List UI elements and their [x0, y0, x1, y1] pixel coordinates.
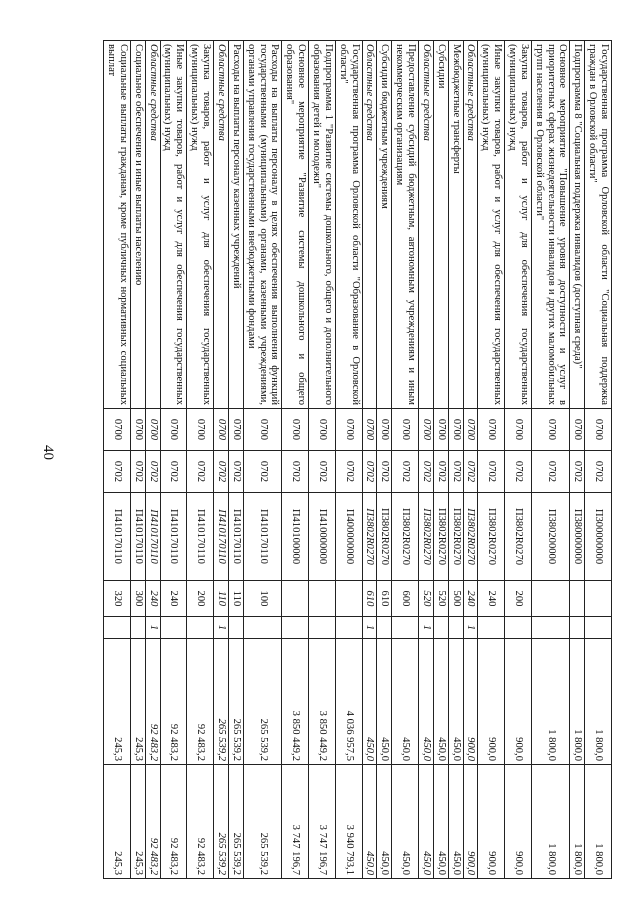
row-name: Субсидии бюджетным учреждениям	[377, 41, 392, 409]
expense-type-code: 240	[160, 581, 187, 617]
section-code: 0700	[531, 409, 570, 451]
amount-year-1: 1 800,0	[570, 639, 585, 765]
expense-type-code: 200	[187, 581, 214, 617]
target-article-code: П3802R0270	[377, 493, 392, 581]
table-row	[130, 41, 145, 879]
target-article-code: П3802R0270	[463, 493, 478, 581]
amount-year-2: 3 747 196,7	[309, 765, 336, 879]
amount-year-1: 450,0	[392, 639, 419, 765]
source-mark: 1	[463, 617, 478, 639]
expense-type-code: 520	[433, 581, 448, 617]
target-article-code: П380200000	[531, 493, 570, 581]
section-code: 0700	[130, 409, 145, 451]
section-code: 0700	[448, 409, 463, 451]
amount-year-1: 3 850 449,2	[282, 639, 309, 765]
expense-type-code: 600	[392, 581, 419, 617]
row-name: Закупка товаров, работ и услуг для обеспечения государственных (муниципальных) нужд	[505, 41, 532, 409]
expense-type-code: 300	[130, 581, 145, 617]
amount-year-2: 900,0	[463, 765, 478, 879]
amount-year-1: 900,0	[463, 639, 478, 765]
amount-year-2: 900,0	[505, 765, 532, 879]
subsection-code: 0702	[282, 451, 309, 493]
amount-year-2: 245,3	[104, 765, 131, 879]
amount-year-2: 3 940 793,1	[335, 765, 362, 879]
source-mark	[335, 617, 362, 639]
table-body	[104, 41, 612, 879]
source-mark	[228, 617, 243, 639]
target-article-code: П410170110	[228, 493, 243, 581]
section-code: 0700	[187, 409, 214, 451]
row-name: Основное мероприятие "Повышение уровня доступности и услуг в приоритетных сферах жизнедеятельности инвалидов и других маломобильных групп населения в Орловской области"	[531, 41, 570, 409]
amount-year-2: 1 800,0	[570, 765, 585, 879]
amount-year-1: 3 850 449,2	[309, 639, 336, 765]
source-mark	[478, 617, 505, 639]
amount-year-2: 1 800,0	[585, 765, 612, 879]
amount-year-2: 1 800,0	[531, 765, 570, 879]
source-mark	[104, 617, 131, 639]
target-article-code: П3802R0270	[362, 493, 377, 581]
subsection-code: 0702	[505, 451, 532, 493]
row-name: Областные средства	[214, 41, 229, 409]
subsection-code: 0702	[531, 451, 570, 493]
subsection-code: 0702	[309, 451, 336, 493]
target-article-code: П400000000	[335, 493, 362, 581]
table-row	[104, 41, 131, 879]
target-article-code: П410000000	[309, 493, 336, 581]
amount-year-2: 92 483,2	[145, 765, 160, 879]
target-article-code: П410170110	[160, 493, 187, 581]
row-name: Областные средства	[418, 41, 433, 409]
row-name: Подпрограмма 1 "Развитие системы дошкольного, общего и дополнительного образования детей и молодежи"	[309, 41, 336, 409]
amount-year-2: 450,0	[448, 765, 463, 879]
expense-type-code	[585, 581, 612, 617]
amount-year-2: 265 539,2	[243, 765, 282, 879]
subsection-code: 0702	[377, 451, 392, 493]
amount-year-1: 265 539,2	[228, 639, 243, 765]
table-row	[214, 41, 229, 879]
expense-type-code: 520	[418, 581, 433, 617]
row-name: Расходы на выплаты персоналу в целях обеспечения выполнения функций государственными (муниципальными) органами, казенными учреждениями, органами управления государственными внебюджетными фондами	[243, 41, 282, 409]
subsection-code: 0702	[362, 451, 377, 493]
source-mark	[160, 617, 187, 639]
table-row	[505, 41, 532, 879]
subsection-code: 0702	[418, 451, 433, 493]
expense-type-code: 100	[243, 581, 282, 617]
amount-year-1: 245,3	[104, 639, 131, 765]
table-row	[145, 41, 160, 879]
subsection-code: 0702	[130, 451, 145, 493]
expense-type-code	[309, 581, 336, 617]
table-row	[433, 41, 448, 879]
row-name: Иные закупки товаров, работ и услуг для обеспечения государственных (муниципальных) нужд	[160, 41, 187, 409]
amount-year-1: 450,0	[418, 639, 433, 765]
row-name: Субсидии	[433, 41, 448, 409]
subsection-code: 0702	[187, 451, 214, 493]
table-row	[585, 41, 612, 879]
expense-type-code: 610	[377, 581, 392, 617]
table-row	[309, 41, 336, 879]
amount-year-2: 450,0	[362, 765, 377, 879]
section-code: 0700	[505, 409, 532, 451]
target-article-code: П410170110	[214, 493, 229, 581]
target-article-code: П410170110	[243, 493, 282, 581]
subsection-code: 0702	[433, 451, 448, 493]
section-code: 0700	[335, 409, 362, 451]
page-number: 40	[40, 445, 56, 460]
subsection-code: 0702	[104, 451, 131, 493]
amount-year-2: 3 747 196,7	[282, 765, 309, 879]
rotated-table-content	[62, 40, 612, 878]
source-mark	[505, 617, 532, 639]
subsection-code: 0702	[243, 451, 282, 493]
target-article-code: П3802R0270	[433, 493, 448, 581]
amount-year-2: 450,0	[433, 765, 448, 879]
amount-year-1: 450,0	[448, 639, 463, 765]
amount-year-1: 450,0	[377, 639, 392, 765]
table-row	[160, 41, 187, 879]
expense-type-code: 200	[505, 581, 532, 617]
amount-year-2: 265 539,2	[214, 765, 229, 879]
amount-year-2: 900,0	[478, 765, 505, 879]
expense-type-code	[531, 581, 570, 617]
target-article-code: П3802R0270	[478, 493, 505, 581]
source-mark	[531, 617, 570, 639]
section-code: 0700	[377, 409, 392, 451]
target-article-code: П410170110	[145, 493, 160, 581]
table-row	[463, 41, 478, 879]
section-code: 0700	[418, 409, 433, 451]
amount-year-2: 92 483,2	[187, 765, 214, 879]
section-code: 0700	[585, 409, 612, 451]
target-article-code: П410170110	[104, 493, 131, 581]
subsection-code: 0702	[448, 451, 463, 493]
amount-year-1: 900,0	[505, 639, 532, 765]
rotated-table-area	[62, 40, 612, 878]
section-code: 0700	[104, 409, 131, 451]
subsection-code: 0702	[478, 451, 505, 493]
amount-year-2: 450,0	[418, 765, 433, 879]
table-row	[282, 41, 309, 879]
expense-type-code: 240	[463, 581, 478, 617]
amount-year-1: 265 539,2	[214, 639, 229, 765]
section-code: 0700	[478, 409, 505, 451]
source-mark	[448, 617, 463, 639]
expense-type-code	[282, 581, 309, 617]
amount-year-1: 245,3	[130, 639, 145, 765]
table-row	[570, 41, 585, 879]
section-code: 0700	[228, 409, 243, 451]
row-name: Областные средства	[362, 41, 377, 409]
source-mark	[187, 617, 214, 639]
row-name: Межбюджетные трансферты	[448, 41, 463, 409]
table-row	[448, 41, 463, 879]
target-article-code: П3802R0270	[448, 493, 463, 581]
section-code: 0700	[282, 409, 309, 451]
row-name: Предоставление субсидий бюджетным, автономным учреждениям и иным некоммерческим организациям	[392, 41, 419, 409]
source-mark	[377, 617, 392, 639]
source-mark	[309, 617, 336, 639]
table-row	[228, 41, 243, 879]
amount-year-2: 450,0	[377, 765, 392, 879]
row-name: Иные закупки товаров, работ и услуг для обеспечения государственных (муниципальных) нужд	[478, 41, 505, 409]
row-name: Государственная программа Орловской области "Социальная поддержка граждан в Орловской области"	[585, 41, 612, 409]
table-row	[335, 41, 362, 879]
target-article-code: П3802R0270	[418, 493, 433, 581]
table-row	[418, 41, 433, 879]
amount-year-1: 900,0	[478, 639, 505, 765]
expense-type-code: 240	[145, 581, 160, 617]
amount-year-1: 265 539,2	[243, 639, 282, 765]
table-row	[377, 41, 392, 879]
section-code: 0700	[145, 409, 160, 451]
source-mark	[130, 617, 145, 639]
section-code: 0700	[309, 409, 336, 451]
source-mark	[433, 617, 448, 639]
subsection-code: 0702	[570, 451, 585, 493]
expense-type-code: 500	[448, 581, 463, 617]
table-row	[362, 41, 377, 879]
row-name: Закупка товаров, работ и услуг для обеспечения государственных (муниципальных) нужд	[187, 41, 214, 409]
source-mark	[392, 617, 419, 639]
source-mark	[282, 617, 309, 639]
row-name: Социальные выплаты гражданам, кроме публичных нормативных социальных выплат	[104, 41, 131, 409]
amount-year-1: 1 800,0	[585, 639, 612, 765]
amount-year-2: 450,0	[392, 765, 419, 879]
source-mark	[243, 617, 282, 639]
expense-type-code: 110	[228, 581, 243, 617]
row-name: Подпрограмма 8 "Социальная поддержка инвалидов (доступная среда)"	[570, 41, 585, 409]
expense-type-code: 320	[104, 581, 131, 617]
expense-type-code	[570, 581, 585, 617]
budget-table	[103, 40, 612, 879]
source-mark	[570, 617, 585, 639]
section-code: 0700	[463, 409, 478, 451]
subsection-code: 0702	[160, 451, 187, 493]
expense-type-code: 110	[214, 581, 229, 617]
table-row	[187, 41, 214, 879]
target-article-code: П300000000	[585, 493, 612, 581]
subsection-code: 0702	[145, 451, 160, 493]
target-article-code: П380000000	[570, 493, 585, 581]
subsection-code: 0702	[214, 451, 229, 493]
subsection-code: 0702	[228, 451, 243, 493]
expense-type-code: 240	[478, 581, 505, 617]
target-article-code: П410170110	[187, 493, 214, 581]
table-row	[392, 41, 419, 879]
row-name: Расходы на выплаты персоналу казенных учреждений	[228, 41, 243, 409]
target-article-code: П410100000	[282, 493, 309, 581]
row-name: Областные средства	[463, 41, 478, 409]
amount-year-2: 265 539,2	[228, 765, 243, 879]
subsection-code: 0702	[463, 451, 478, 493]
source-mark: 1	[214, 617, 229, 639]
amount-year-1: 1 800,0	[531, 639, 570, 765]
amount-year-1: 450,0	[433, 639, 448, 765]
subsection-code: 0702	[585, 451, 612, 493]
section-code: 0700	[362, 409, 377, 451]
source-mark	[585, 617, 612, 639]
amount-year-1: 4 036 957,5	[335, 639, 362, 765]
amount-year-2: 92 483,2	[160, 765, 187, 879]
section-code: 0700	[160, 409, 187, 451]
source-mark: 1	[418, 617, 433, 639]
expense-type-code	[335, 581, 362, 617]
table-row	[531, 41, 570, 879]
section-code: 0700	[214, 409, 229, 451]
row-name: Социальное обеспечение и иные выплаты населению	[130, 41, 145, 409]
amount-year-1: 92 483,2	[145, 639, 160, 765]
row-name: Областные средства	[145, 41, 160, 409]
source-mark: 1	[362, 617, 377, 639]
target-article-code: П3802R0270	[392, 493, 419, 581]
subsection-code: 0702	[392, 451, 419, 493]
row-name: Государственная программа Орловской области "Образование в Орловской области"	[335, 41, 362, 409]
amount-year-1: 92 483,2	[187, 639, 214, 765]
section-code: 0700	[433, 409, 448, 451]
expense-type-code: 610	[362, 581, 377, 617]
subsection-code: 0702	[335, 451, 362, 493]
table-row	[478, 41, 505, 879]
section-code: 0700	[570, 409, 585, 451]
section-code: 0700	[243, 409, 282, 451]
section-code: 0700	[392, 409, 419, 451]
target-article-code: П3802R0270	[505, 493, 532, 581]
amount-year-1: 92 483,2	[160, 639, 187, 765]
amount-year-1: 450,0	[362, 639, 377, 765]
amount-year-2: 245,3	[130, 765, 145, 879]
table-row	[243, 41, 282, 879]
row-name: Основное мероприятие "Развитие системы дошкольного и общего образования"	[282, 41, 309, 409]
source-mark: 1	[145, 617, 160, 639]
target-article-code: П410170110	[130, 493, 145, 581]
